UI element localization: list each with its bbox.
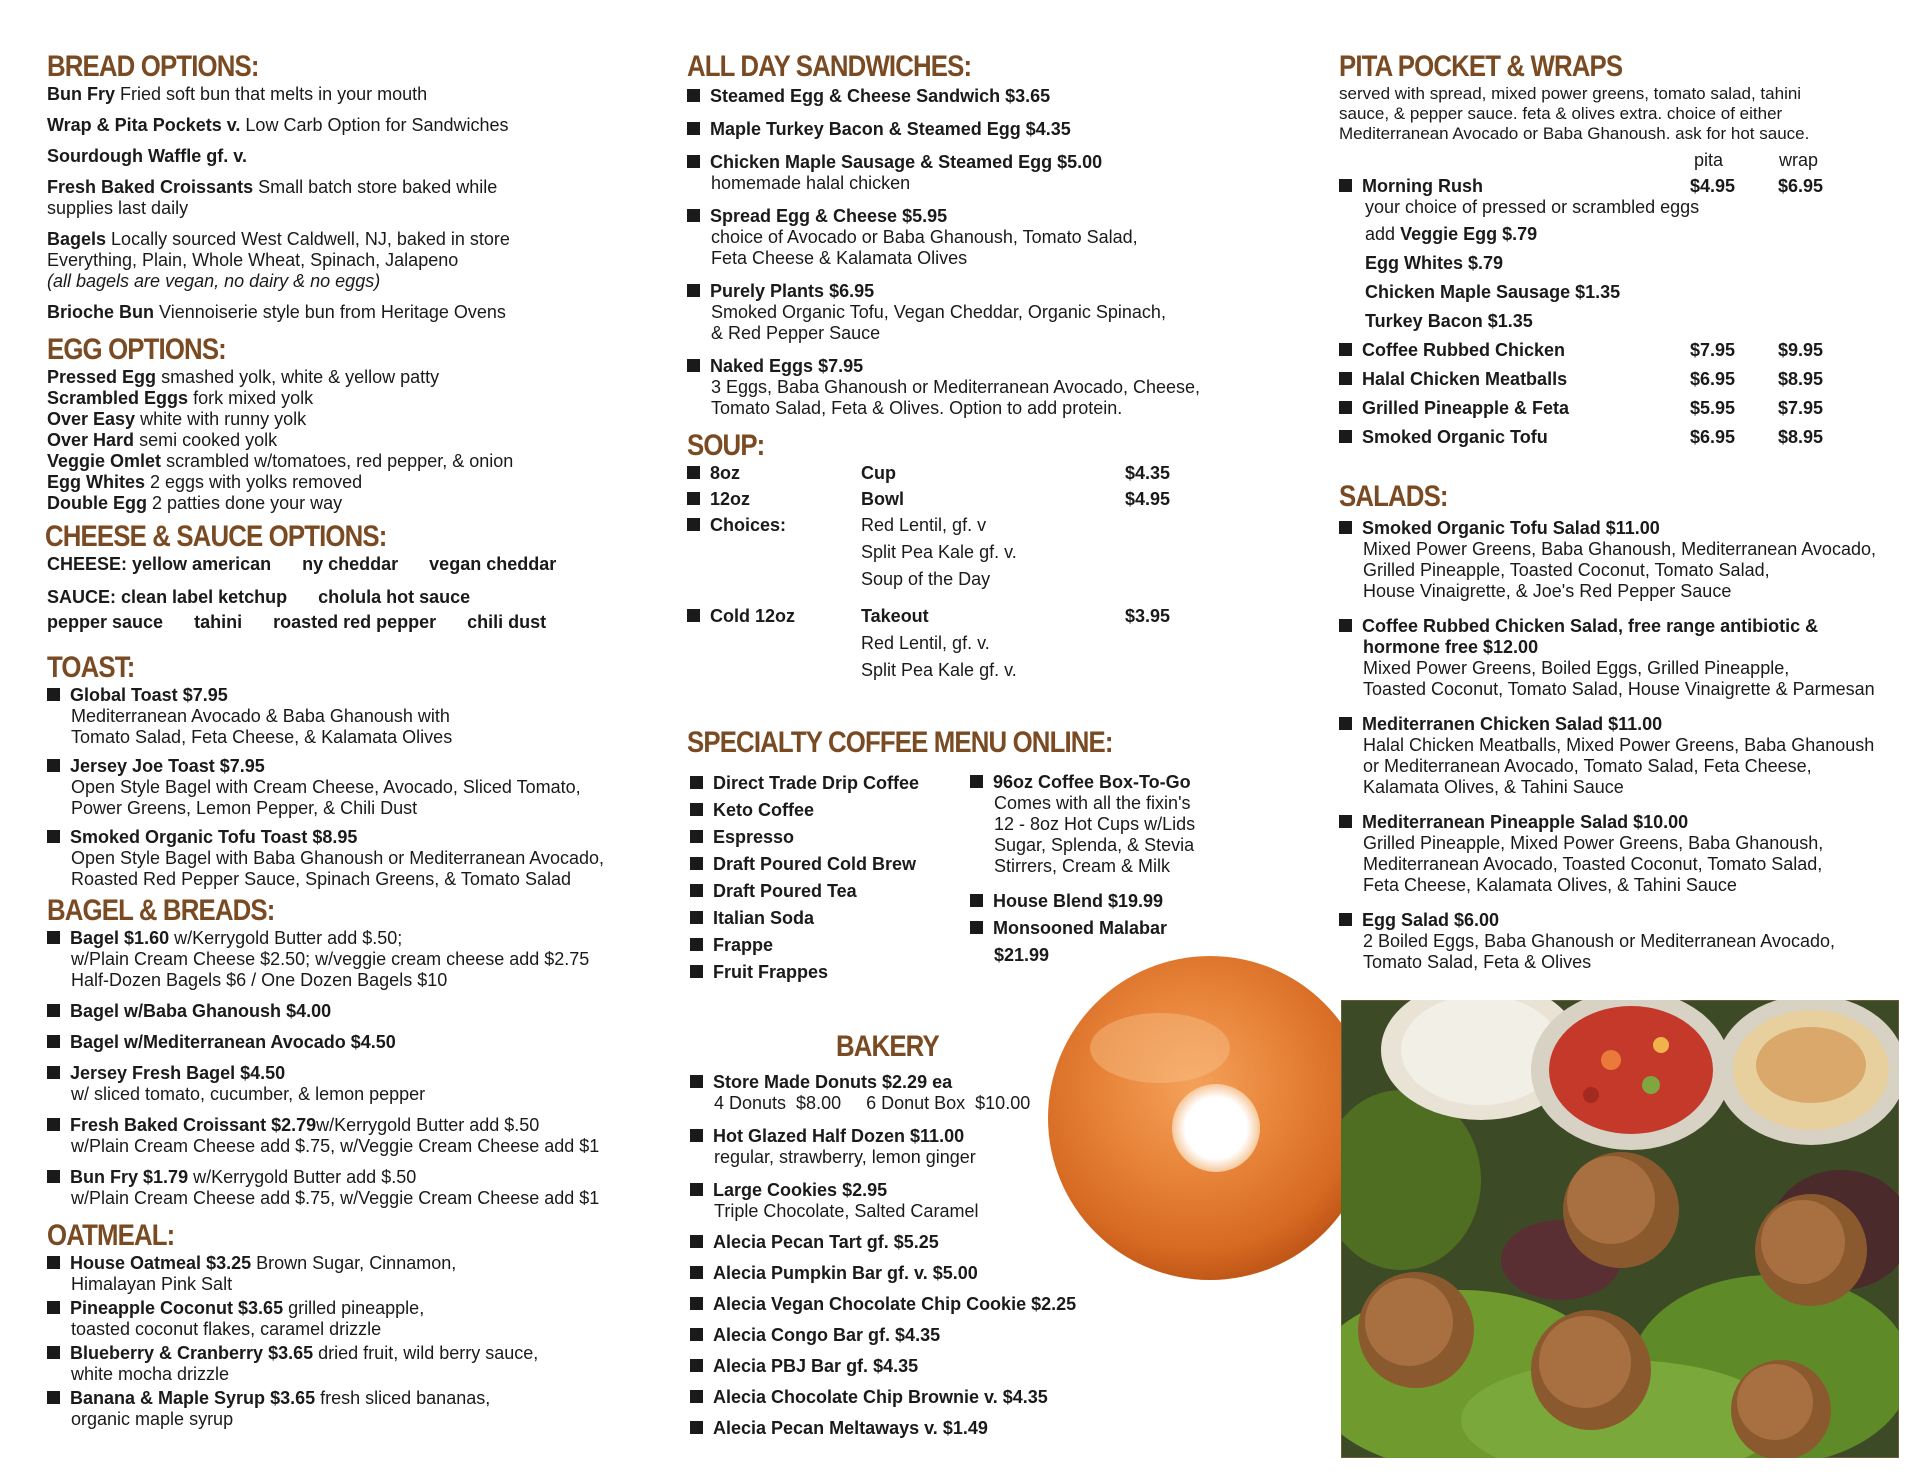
sauce-options-2: pepper sauce tahini roasted red pepper chili dust — [47, 612, 547, 632]
wrap-price: $9.95 — [1778, 340, 1824, 360]
bullet-square — [47, 1301, 60, 1314]
bakery-item: Alecia Pumpkin Bar gf. v. $5.00 — [690, 1263, 1250, 1284]
wrap-price: $7.95 — [1778, 398, 1824, 418]
bullet-square — [47, 1118, 60, 1131]
bagel-item: Fresh Baked Croissant $2.79w/Kerrygold Butter add $.50 w/Plain Cream Cheese add $.75, w/Veggie Cream Cheese add $1 — [47, 1115, 647, 1157]
oatmeal-item: Pineapple Coconut $3.65 grilled pineapple, toasted coconut flakes, caramel drizzle — [47, 1298, 647, 1340]
bullet-square — [690, 884, 703, 897]
toast-item: Global Toast $7.95 Mediterranean Avocado & Baba Ghanoush with Tomato Salad, Feta Cheese, & Kalamata Olives — [47, 685, 647, 748]
column-middle — [687, 50, 1247, 693]
sandwich-item: Naked Eggs $7.95 3 Eggs, Baba Ghanoush or Mediterranean Avocado, Cheese, Tomato Salad, Feta & Olives. Option to add protein. — [687, 356, 1247, 419]
egg-item: Pressed Egg smashed yolk, white & yellow patty — [47, 367, 440, 387]
salad-item: Coffee Rubbed Chicken Salad, free range antibiotic & hormone free $12.00 Mixed Power Greens, Boiled Eggs, Grilled Pineapple, Toasted Coconut, Tomato Salad, House Vinaigrette & Parmesan — [1339, 616, 1899, 700]
bullet-square — [1339, 619, 1352, 632]
bullet-square — [47, 830, 60, 843]
soup-table — [687, 463, 1247, 693]
coffee-heading: SPECIALTY COFFEE MENU ONLINE: — [687, 726, 1113, 759]
pita-addon: Egg Whites $.79 — [1365, 253, 1504, 273]
egg-item: Over Hard semi cooked yolk — [47, 430, 278, 450]
coffee-item: Direct Trade Drip Coffee — [690, 770, 990, 797]
bullet-square — [690, 1297, 703, 1310]
bakery-item: Alecia PBJ Bar gf. $4.35 — [690, 1356, 1250, 1377]
bakery-item: Alecia Pecan Tart gf. $5.25 — [690, 1232, 1250, 1253]
bread-item: Bagels Locally sourced West Caldwell, NJ, baked in store Everything, Plain, Whole Wheat, Spinach, Jalapeno (all bagels are vegan, no dairy & no eggs) — [47, 229, 510, 291]
bullet-square — [687, 284, 700, 297]
bullet-square — [690, 965, 703, 978]
pita-addon: add Veggie Egg $.79 — [1365, 224, 1538, 244]
bullet-square — [690, 857, 703, 870]
egg-options-heading: EGG OPTIONS: — [47, 333, 226, 366]
sauce-options: SAUCE: clean label ketchup cholula hot sauce — [47, 587, 471, 607]
oatmeal-item: Banana & Maple Syrup $3.65 fresh sliced bananas, organic maple syrup — [47, 1388, 647, 1430]
bullet-square — [47, 1391, 60, 1404]
toast-heading: TOAST: — [47, 651, 135, 684]
bagel-item: Bagel $1.60 w/Kerrygold Butter add $.50; w/Plain Cream Cheese $2.50; w/veggie cream cheese add $2.75 Half-Dozen Bagels $6 / One Dozen Bagels $10 — [47, 928, 647, 991]
bagel-breads-heading: BAGEL & BREADS: — [47, 894, 275, 927]
bullet-square — [47, 759, 60, 772]
bullet-square — [690, 911, 703, 924]
salad-photo — [1341, 1000, 1899, 1458]
pita-addon: Chicken Maple Sausage $1.35 — [1365, 282, 1621, 302]
soup-choice: Soup of the Day — [861, 569, 991, 589]
bakery-item: Alecia Chocolate Chip Brownie v. $4.35 — [690, 1387, 1250, 1408]
soup-size: Cold 12oz — [687, 606, 795, 627]
egg-item: Egg Whites 2 eggs with yolks removed — [47, 472, 363, 492]
bullet-square — [1339, 717, 1352, 730]
sandwich-item: Maple Turkey Bacon & Steamed Egg $4.35 — [687, 119, 1247, 140]
pita-price: $4.95 — [1690, 176, 1736, 196]
salads-heading: SALADS: — [1339, 480, 1448, 513]
pita-item: Coffee Rubbed Chicken — [1339, 340, 1565, 361]
bread-item: Wrap & Pita Pockets v. Low Carb Option for Sandwiches — [47, 115, 509, 135]
sandwich-item: Spread Egg & Cheese $5.95 choice of Avocado or Baba Ghanoush, Tomato Salad, Feta Cheese & Kalamata Olives — [687, 206, 1247, 269]
bread-item: Brioche Bun Viennoiserie style bun from Heritage Ovens — [47, 302, 506, 322]
bullet-square — [1339, 815, 1352, 828]
salad-item: Egg Salad $6.00 2 Boiled Eggs, Baba Ghanoush or Mediterranean Avocado, Tomato Salad, Feta & Olives — [1339, 910, 1899, 973]
bullet-square — [687, 609, 700, 622]
coffee-item: Espresso — [690, 824, 990, 851]
cheese-sauce-heading: CHEESE & SAUCE OPTIONS: — [45, 520, 387, 553]
bullet-square — [690, 1129, 703, 1142]
pita-table — [1339, 144, 1899, 454]
egg-item: Scrambled Eggs fork mixed yolk — [47, 388, 314, 408]
bullet-square — [687, 492, 700, 505]
bullet-square — [970, 894, 983, 907]
bagel-item: Jersey Fresh Bagel $4.50 w/ sliced tomato, cucumber, & lemon pepper — [47, 1063, 647, 1105]
bullet-square — [47, 1256, 60, 1269]
pita-item: Grilled Pineapple & Feta — [1339, 398, 1569, 419]
bullet-square — [687, 359, 700, 372]
bagel-item: Bagel w/Baba Ghanoush $4.00 — [47, 1001, 647, 1022]
coffee-box: 96oz Coffee Box-To-Go Comes with all the fixin's 12 - 8oz Hot Cups w/Lids Sugar, Splenda, & Stevia Stirrers, Cream & Milk House Blend $19.99 Monsooned Malabar $21.99 — [970, 772, 1230, 966]
column-right — [1339, 50, 1899, 973]
soup-price: $4.95 — [1125, 489, 1171, 509]
bullet-square — [687, 122, 700, 135]
bullet-square — [970, 775, 983, 788]
bullet-square — [687, 518, 700, 531]
soup-choice: Split Pea Kale gf. v. — [861, 660, 1017, 680]
coffee-item: Keto Coffee — [690, 797, 990, 824]
bullet-square — [687, 209, 700, 222]
pita-price: $6.95 — [1690, 369, 1736, 389]
wrap-price: $6.95 — [1778, 176, 1824, 196]
oatmeal-heading: OATMEAL: — [47, 1219, 175, 1252]
bullet-square — [690, 1266, 703, 1279]
coffee-item: Italian Soda — [690, 905, 990, 932]
soup-type: Takeout — [861, 606, 929, 626]
column-left — [47, 50, 647, 1430]
soup-price: $3.95 — [1125, 606, 1171, 626]
bullet-square — [47, 688, 60, 701]
coffee-section — [687, 726, 1247, 760]
pita-price: $6.95 — [1690, 427, 1736, 447]
wrap-price: $8.95 — [1778, 427, 1824, 447]
bakery-item: Large Cookies $2.95 Triple Chocolate, Salted Caramel — [690, 1180, 1250, 1222]
bread-item: Sourdough Waffle gf. v. — [47, 146, 247, 166]
bullet-square — [687, 89, 700, 102]
bullet-square — [1339, 521, 1352, 534]
bread-item: Fresh Baked Croissants Small batch store baked while supplies last daily — [47, 177, 498, 218]
bullet-square — [47, 1346, 60, 1359]
sandwich-item: Chicken Maple Sausage & Steamed Egg $5.00 homemade halal chicken — [687, 152, 1247, 194]
bullet-square — [47, 1035, 60, 1048]
sandwiches-heading: ALL DAY SANDWICHES: — [687, 50, 972, 83]
pita-heading: PITA POCKET & WRAPS — [1339, 50, 1623, 83]
bagel-item: Bagel w/Mediterranean Avocado $4.50 — [47, 1032, 647, 1053]
bakery-item: Alecia Vegan Chocolate Chip Cookie $2.25 — [690, 1294, 1250, 1315]
toast-item: Jersey Joe Toast $7.95 Open Style Bagel with Cream Cheese, Avocado, Sliced Tomato, Power Greens, Lemon Pepper, & Chili Dust — [47, 756, 647, 819]
bullet-square — [690, 830, 703, 843]
soup-type: Bowl — [861, 489, 904, 509]
coffee-item: Draft Poured Cold Brew — [690, 851, 990, 878]
egg-item: Veggie Omlet scrambled w/tomatoes, red pepper, & onion — [47, 451, 514, 471]
pita-addon: Turkey Bacon $1.35 — [1365, 311, 1533, 331]
egg-item: Over Easy white with runny yolk — [47, 409, 307, 429]
salad-item: Mediterranen Chicken Salad $11.00 Halal Chicken Meatballs, Mixed Power Greens, Baba Ghanoush or Mediterranean Avocado, Tomato Salad, Feta Cheese, Kalamata Olives, & Tahini Sauce — [1339, 714, 1899, 798]
pita-price: $7.95 — [1690, 340, 1736, 360]
wrap-col-header: wrap — [1779, 150, 1819, 170]
oatmeal-item: House Oatmeal $3.25 Brown Sugar, Cinnamon, Himalayan Pink Salt — [47, 1253, 647, 1295]
bullet-square — [1339, 372, 1352, 385]
coffee-list — [690, 770, 990, 986]
soup-type: Cup — [861, 463, 896, 483]
bread-options-heading: BREAD OPTIONS: — [47, 50, 259, 83]
salad-item: Smoked Organic Tofu Salad $11.00 Mixed Power Greens, Baba Ghanoush, Mediterranean Avocado, Grilled Pineapple, Toasted Coconut, Tomato Salad, House Vinaigrette, & Joe's Red Pepper Sauce — [1339, 518, 1899, 602]
toast-item: Smoked Organic Tofu Toast $8.95 Open Style Bagel with Baba Ghanoush or Mediterranean Avocado, Roasted Red Pepper Sauce, Spinach Greens, & Tomato Salad — [47, 827, 647, 890]
bread-item: Bun Fry Fried soft bun that melts in your mouth — [47, 84, 428, 104]
pita-price: $5.95 — [1690, 398, 1736, 418]
coffee-item: Fruit Frappes — [690, 959, 990, 986]
wrap-price: $8.95 — [1778, 369, 1824, 389]
bullet-square — [690, 1359, 703, 1372]
salad-item: Mediterranean Pineapple Salad $10.00 Grilled Pineapple, Mixed Power Greens, Baba Ghanoush, Mediterranean Avocado, Toasted Coconut, Tomato Salad, Feta Cheese, Kalamata Olives, & Tahini Sauce — [1339, 812, 1899, 896]
soup-size: 8oz — [687, 463, 740, 484]
bullet-square — [690, 803, 703, 816]
bullet-square — [690, 1235, 703, 1248]
soup-price: $4.35 — [1125, 463, 1171, 483]
bakery-item: Alecia Pecan Meltaways v. $1.49 — [690, 1418, 1250, 1439]
bakery-item: Store Made Donuts $2.29 ea 4 Donuts $8.00 6 Donut Box $10.00 — [690, 1072, 1250, 1114]
bullet-square — [690, 938, 703, 951]
egg-item: Double Egg 2 patties done your way — [47, 493, 343, 513]
bullet-square — [1339, 430, 1352, 443]
soup-heading: SOUP: — [687, 429, 765, 462]
sandwich-item: Steamed Egg & Cheese Sandwich $3.65 — [687, 86, 1247, 107]
bullet-square — [1339, 913, 1352, 926]
glazed-donut-image — [1040, 948, 1380, 1288]
bullet-square — [47, 931, 60, 944]
soup-choices-label: Choices: — [687, 515, 786, 536]
bakery-item: Alecia Congo Bar gf. $4.35 — [690, 1325, 1250, 1346]
bullet-square — [690, 1390, 703, 1403]
coffee-item: Frappe — [690, 932, 990, 959]
soup-choice: Red Lentil, gf. v — [861, 515, 987, 535]
bullet-square — [1339, 343, 1352, 356]
bullet-square — [970, 921, 983, 934]
bullet-square — [690, 776, 703, 789]
bagel-item: Bun Fry $1.79 w/Kerrygold Butter add $.50 w/Plain Cream Cheese add $.75, w/Veggie Cream Cheese add $1 — [47, 1167, 647, 1209]
soup-choice: Red Lentil, gf. v. — [861, 633, 990, 653]
bullet-square — [47, 1170, 60, 1183]
bullet-square — [690, 1421, 703, 1434]
coffee-item: Draft Poured Tea — [690, 878, 990, 905]
pita-item: Smoked Organic Tofu — [1339, 427, 1548, 448]
pita-item: Morning Rush — [1339, 176, 1483, 197]
sandwich-item: Purely Plants $6.95 Smoked Organic Tofu, Vegan Cheddar, Organic Spinach, & Red Pepper Sauce — [687, 281, 1247, 344]
soup-size: 12oz — [687, 489, 750, 510]
pita-col-header: pita — [1694, 150, 1724, 170]
soup-choice: Split Pea Kale gf. v. — [861, 542, 1017, 562]
pita-item: Halal Chicken Meatballs — [1339, 369, 1567, 390]
bullet-square — [687, 155, 700, 168]
bullet-square — [690, 1183, 703, 1196]
bullet-square — [1339, 179, 1352, 192]
bakery-heading: BAKERY — [836, 1030, 939, 1063]
bullet-square — [690, 1075, 703, 1088]
pita-item-desc: your choice of pressed or scrambled eggs — [1365, 197, 1700, 217]
pita-intro: served with spread, mixed power greens, tomato salad, tahini sauce, & pepper sauce. feta & olives extra. choice of either Mediterranean Avocado or Baba Ghanoush. ask for hot sauce. — [1339, 84, 1810, 143]
bullet-square — [1339, 401, 1352, 414]
bullet-square — [687, 466, 700, 479]
bullet-square — [47, 1004, 60, 1017]
bakery-item: Hot Glazed Half Dozen $11.00 regular, strawberry, lemon ginger — [690, 1126, 1250, 1168]
oatmeal-item: Blueberry & Cranberry $3.65 dried fruit, wild berry sauce, white mocha drizzle — [47, 1343, 647, 1385]
bullet-square — [47, 1066, 60, 1079]
cheese-options: CHEESE: yellow american ny cheddar vegan cheddar — [47, 554, 557, 574]
bullet-square — [690, 1328, 703, 1341]
